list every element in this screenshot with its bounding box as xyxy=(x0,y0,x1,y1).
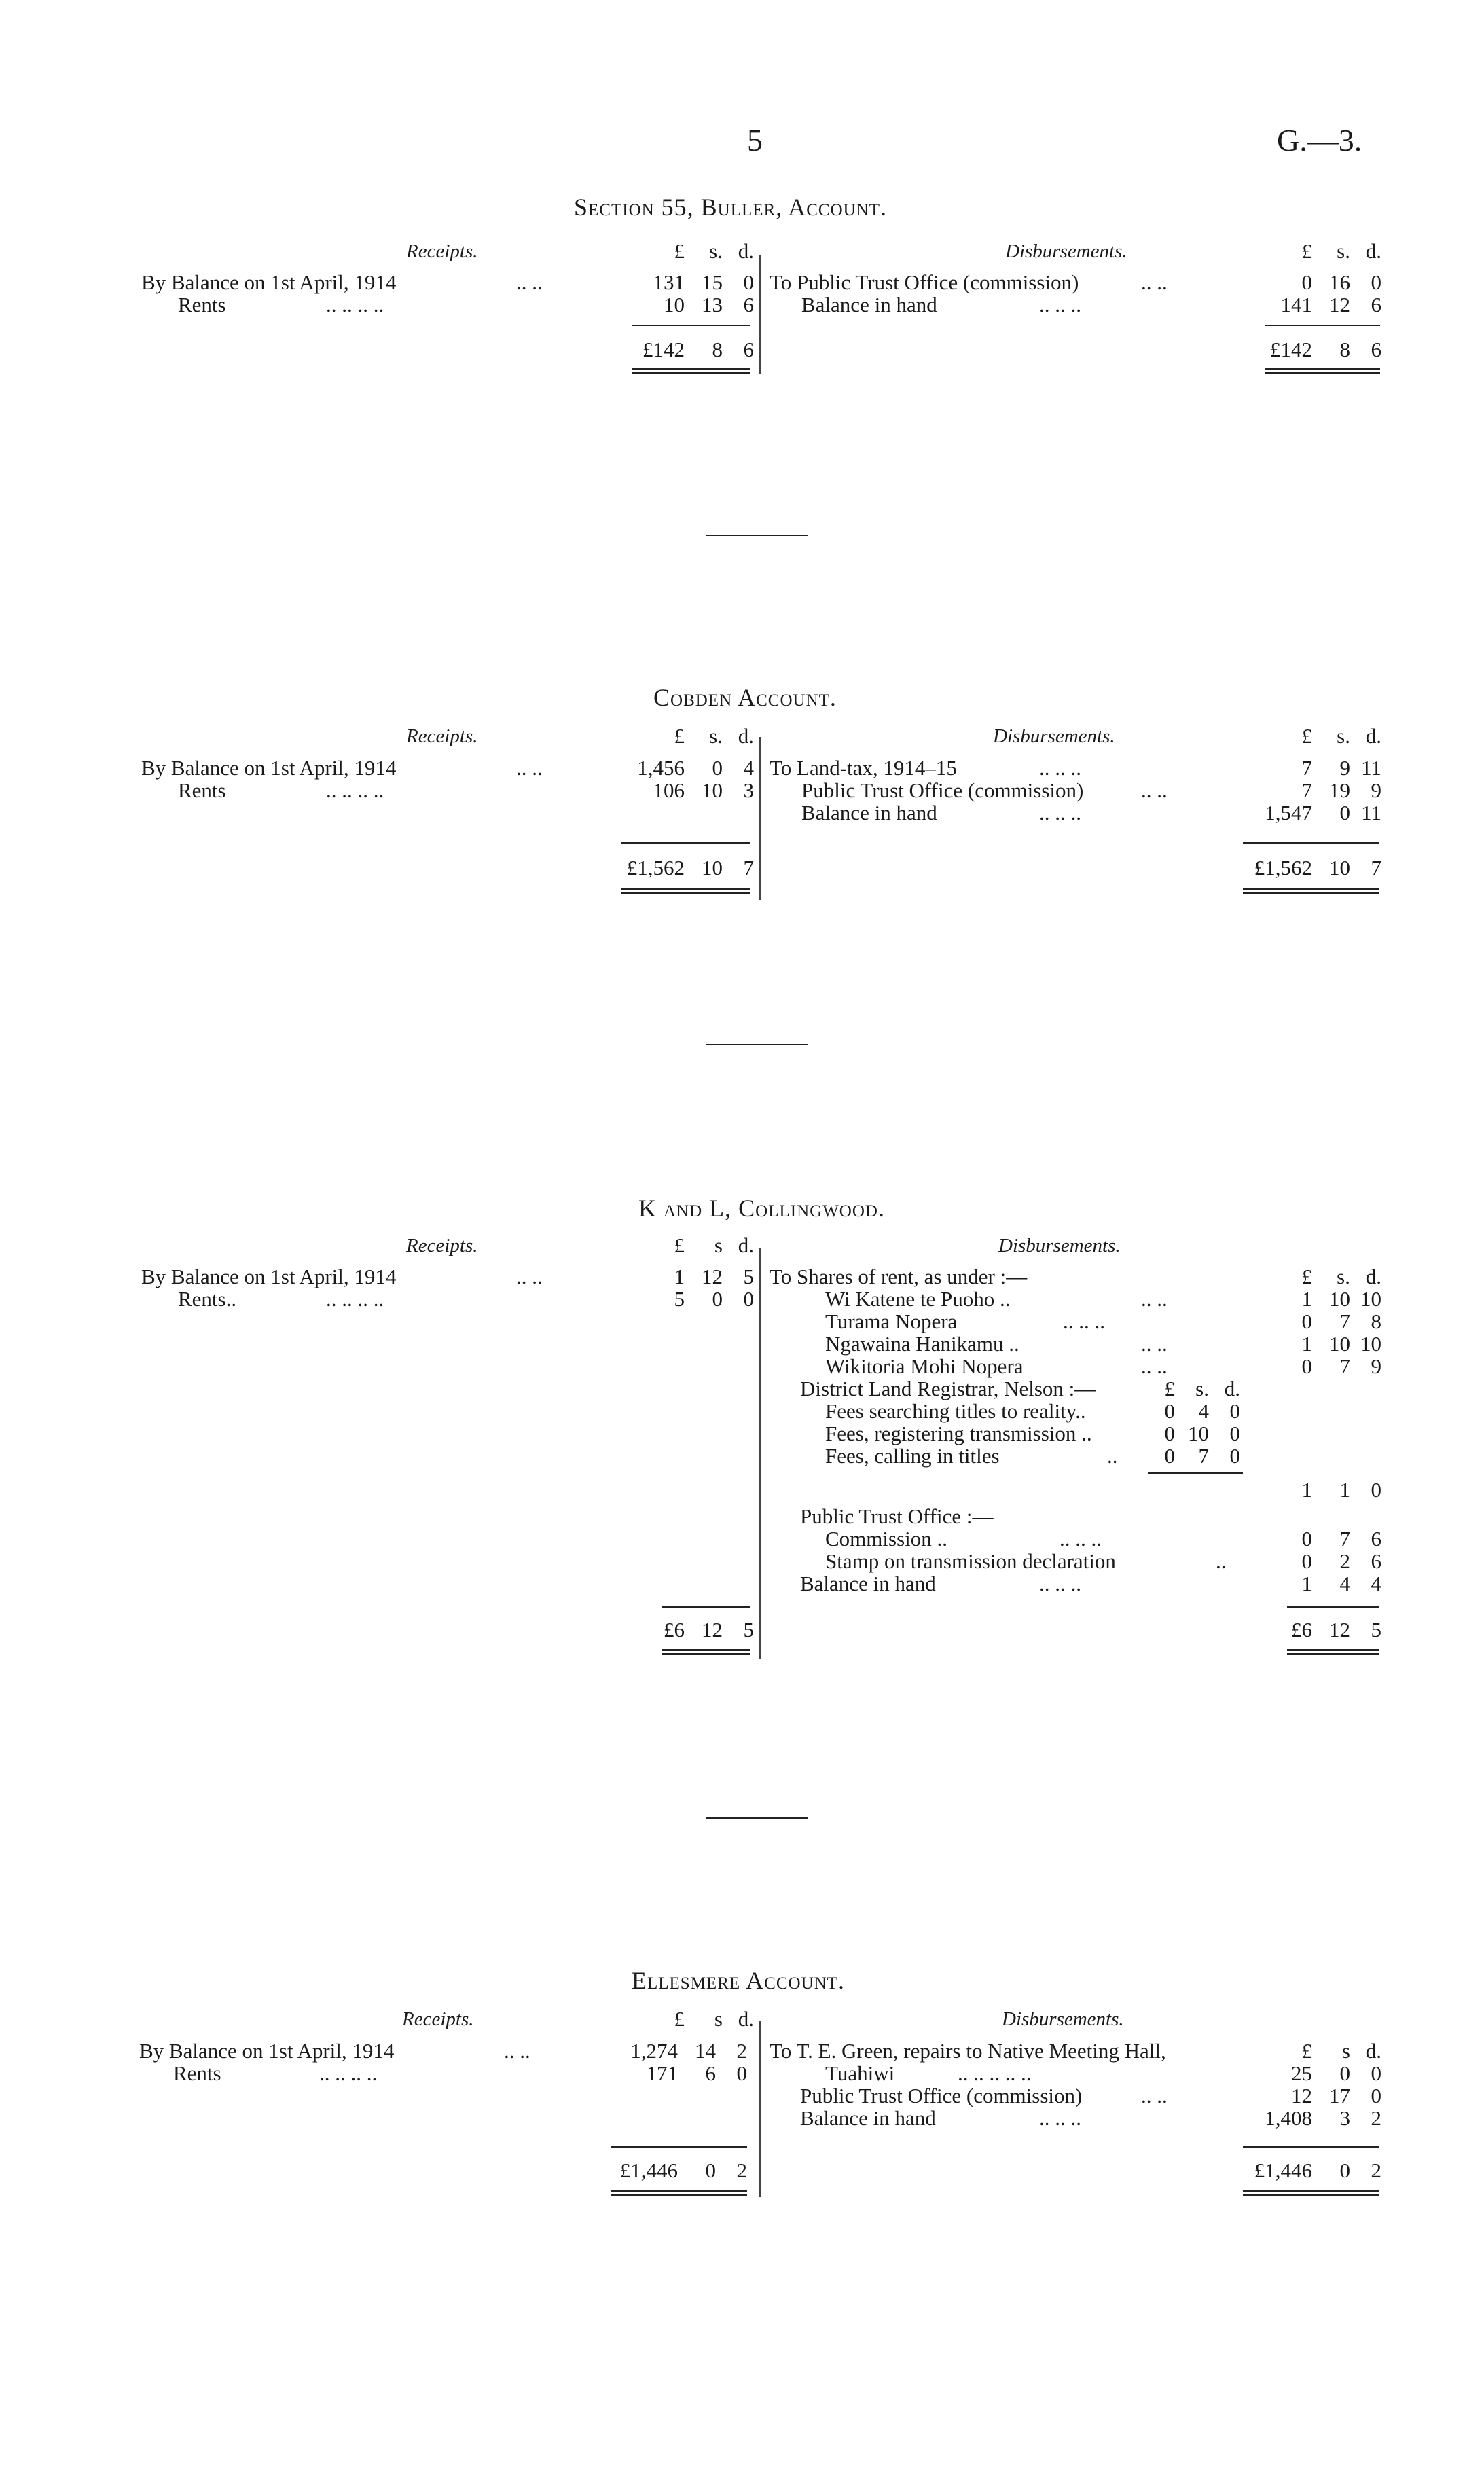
pto-item-label: Stamp on transmission declaration xyxy=(825,1549,1116,1573)
disbursements-heading: Disbursements. xyxy=(993,725,1115,747)
receipt-amount: 131 15 0 xyxy=(653,270,754,294)
leader-dots: .. .. xyxy=(1141,2084,1168,2107)
subtotal-rule xyxy=(662,1606,750,1608)
disbursements-column-heads: £ s d. xyxy=(1301,2039,1381,2063)
registrar-item-amount: 0 7 0 xyxy=(1164,1444,1240,1468)
registrar-item-label: Fees, registering transmission .. xyxy=(825,1422,1092,1445)
total-double-rule xyxy=(1243,2190,1379,2196)
receipts-heading: Receipts. xyxy=(402,2008,474,2030)
registrar-heading: District Land Registrar, Nelson :— xyxy=(800,1377,1096,1400)
receipt-label: By Balance on 1st April, 1914 xyxy=(141,1265,397,1288)
disbursements-total: £1,446 0 2 xyxy=(1254,2158,1381,2182)
leader-dots: .. .. xyxy=(516,270,543,294)
total-double-rule xyxy=(632,368,750,374)
section-separator xyxy=(706,1817,808,1819)
receipts-column-heads: £ s d. xyxy=(674,2007,754,2031)
leader-dots: .. .. .. xyxy=(1039,801,1081,825)
leader-dots: .. .. .. xyxy=(1039,2106,1081,2130)
leader-dots: .. .. xyxy=(516,1265,543,1288)
leader-dots: .. .. xyxy=(1141,270,1168,294)
account-title: Ellesmere Account. xyxy=(632,1967,845,1994)
subtotal-rule xyxy=(611,2146,747,2148)
leader-dots: .. xyxy=(1216,1549,1227,1573)
column-divider xyxy=(759,737,761,900)
receipt-label: By Balance on 1st April, 1914 xyxy=(139,2039,395,2063)
disbursement-label: Tuahiwi xyxy=(825,2061,895,2085)
receipts-total: £1,446 0 2 xyxy=(619,2158,747,2182)
disbursement-amount: 0 16 0 xyxy=(1301,270,1381,294)
disbursement-amount: 25 0 0 xyxy=(1291,2061,1381,2085)
leader-dots: .. .. xyxy=(1141,1332,1168,1356)
leader-dots: .. .. .. .. xyxy=(326,778,384,802)
disbursement-amount: 12 17 0 xyxy=(1291,2084,1381,2107)
disbursement-amount: 1,408 3 2 xyxy=(1265,2106,1381,2130)
receipts-total: £1,562 10 7 xyxy=(626,856,754,880)
receipts-heading: Receipts. xyxy=(406,240,478,262)
receipt-amount: 1,274 14 2 xyxy=(630,2039,747,2063)
receipt-label: By Balance on 1st April, 1914 xyxy=(141,756,397,780)
pto-heading: Public Trust Office :— xyxy=(800,1504,994,1528)
balance-label: Balance in hand xyxy=(800,1572,936,1595)
disbursement-amount: 1,547 0 11 xyxy=(1265,801,1381,825)
subtotal-rule xyxy=(1243,842,1379,844)
leader-dots: .. .. xyxy=(1141,1354,1168,1378)
registrar-total: 1 1 0 xyxy=(1301,1478,1381,1502)
leader-dots: .. .. xyxy=(516,756,543,780)
receipt-amount: 1,456 0 4 xyxy=(637,756,754,780)
column-divider xyxy=(759,255,761,374)
receipt-label: Rents.. xyxy=(178,1287,237,1311)
receipts-total: £142 8 6 xyxy=(643,338,754,361)
leader-dots: .. .. .. xyxy=(1039,293,1081,316)
disbursement-label: Balance in hand xyxy=(800,2106,936,2130)
disbursement-label: To Land-tax, 1914–15 xyxy=(770,756,957,780)
leader-dots: .. .. .. .. xyxy=(319,2061,378,2085)
receipt-amount: 171 6 0 xyxy=(646,2061,747,2085)
leader-dots: .. .. .. xyxy=(1039,1572,1081,1595)
total-double-rule xyxy=(662,1649,750,1655)
pto-item-amount: 0 7 6 xyxy=(1301,1527,1381,1551)
balance-amount: 1 4 4 xyxy=(1301,1572,1381,1595)
disbursements-total: £142 8 6 xyxy=(1270,338,1381,361)
leader-dots: .. .. .. .. xyxy=(326,1287,384,1311)
subtotal-rule xyxy=(621,842,750,844)
leader-dots: .. .. xyxy=(504,2039,530,2063)
share-label: Wi Katene te Puoho .. xyxy=(825,1287,1011,1311)
leader-dots: .. .. .. .. .. xyxy=(958,2061,1032,2085)
disbursements-heading: Disbursements. xyxy=(998,1235,1121,1256)
account-title: K and L, Collingwood. xyxy=(638,1195,885,1222)
registrar-item-label: Fees, calling in titles xyxy=(825,1444,1000,1468)
page-number: 5 xyxy=(747,123,763,158)
receipts-total: £6 12 5 xyxy=(664,1618,754,1642)
leader-dots: .. xyxy=(1107,1444,1118,1468)
total-double-rule xyxy=(1265,368,1380,374)
disbursement-amount: 7 9 11 xyxy=(1301,756,1381,780)
receipts-heading: Receipts. xyxy=(406,725,478,747)
share-amount: 1 10 10 xyxy=(1301,1332,1381,1356)
pto-item-amount: 0 2 6 xyxy=(1301,1549,1381,1573)
registrar-item-label: Fees searching titles to reality.. xyxy=(825,1399,1086,1423)
total-double-rule xyxy=(611,2190,747,2196)
disbursement-label: Balance in hand xyxy=(801,801,937,825)
registrar-item-amount: 0 4 0 xyxy=(1164,1399,1240,1423)
share-label: Ngawaina Hanikamu .. xyxy=(825,1332,1019,1356)
share-amount: 0 7 9 xyxy=(1301,1354,1381,1378)
disbursement-label: Public Trust Office (commission) xyxy=(801,778,1084,802)
disbursement-amount: 7 19 9 xyxy=(1301,778,1381,802)
subtotal-rule xyxy=(632,325,750,326)
disbursements-total: £6 12 5 xyxy=(1291,1618,1381,1642)
subtotal-rule xyxy=(1243,2146,1379,2148)
disbursement-label: Balance in hand xyxy=(801,293,937,316)
subtotal-rule xyxy=(1265,325,1380,326)
disbursement-label: Public Trust Office (commission) xyxy=(800,2084,1083,2107)
receipts-column-heads: £ s. d. xyxy=(674,239,754,263)
disbursements-total: £1,562 10 7 xyxy=(1254,856,1381,880)
receipts-column-heads: £ s. d. xyxy=(674,724,754,748)
shares-heading: To Shares of rent, as under :— xyxy=(770,1265,1028,1288)
section-separator xyxy=(706,535,808,536)
share-amount: 1 10 10 xyxy=(1301,1287,1381,1311)
account-title: Cobden Account. xyxy=(653,684,837,711)
disbursements-column-heads: £ s. d. xyxy=(1301,1265,1381,1288)
section-separator xyxy=(706,1044,808,1045)
disbursements-column-heads: £ s. d. xyxy=(1301,239,1381,263)
receipt-amount: 5 0 0 xyxy=(674,1287,754,1311)
receipts-column-heads: £ s d. xyxy=(674,1233,754,1257)
registrar-column-heads: £ s. d. xyxy=(1164,1377,1240,1400)
leader-dots: .. .. .. xyxy=(1063,1309,1105,1333)
leader-dots: .. .. .. xyxy=(1039,756,1081,780)
receipt-label: By Balance on 1st April, 1914 xyxy=(141,270,397,294)
column-divider xyxy=(759,1248,761,1659)
disbursements-column-heads: £ s. d. xyxy=(1301,724,1381,748)
disbursement-label: To Public Trust Office (commission) xyxy=(770,270,1079,294)
column-divider xyxy=(759,2021,761,2197)
pto-item-label: Commission .. xyxy=(825,1527,948,1551)
total-double-rule xyxy=(1243,888,1379,894)
share-label: Wikitoria Mohi Nopera xyxy=(825,1354,1024,1378)
leader-dots: .. .. xyxy=(1141,1287,1168,1311)
receipt-amount: 1 12 5 xyxy=(674,1265,754,1288)
leader-dots: .. .. .. xyxy=(1060,1527,1102,1551)
total-double-rule xyxy=(621,888,750,894)
receipts-heading: Receipts. xyxy=(406,1235,478,1256)
subtotal-rule xyxy=(1148,1472,1243,1474)
receipt-amount: 106 10 3 xyxy=(653,778,754,802)
receipt-label: Rents xyxy=(178,293,226,316)
leader-dots: .. .. .. .. xyxy=(326,293,384,316)
disbursements-heading: Disbursements. xyxy=(1005,240,1127,262)
share-amount: 0 7 8 xyxy=(1301,1309,1381,1333)
subtotal-rule xyxy=(1287,1606,1379,1608)
disbursements-heading: Disbursements. xyxy=(1002,2008,1124,2030)
receipt-label: Rents xyxy=(178,778,226,802)
receipt-amount: 10 13 6 xyxy=(664,293,754,316)
disbursement-label: To T. E. Green, repairs to Native Meeting Hall, xyxy=(770,2039,1166,2063)
share-label: Turama Nopera xyxy=(825,1309,958,1333)
registrar-item-amount: 0 10 0 xyxy=(1164,1422,1240,1445)
total-double-rule xyxy=(1287,1649,1379,1655)
disbursement-amount: 141 12 6 xyxy=(1280,293,1381,316)
document-reference: G.—3. xyxy=(1277,123,1362,158)
account-title: Section 55, Buller, Account. xyxy=(574,194,888,221)
receipt-label: Rents xyxy=(173,2061,221,2085)
leader-dots: .. .. xyxy=(1141,778,1168,802)
